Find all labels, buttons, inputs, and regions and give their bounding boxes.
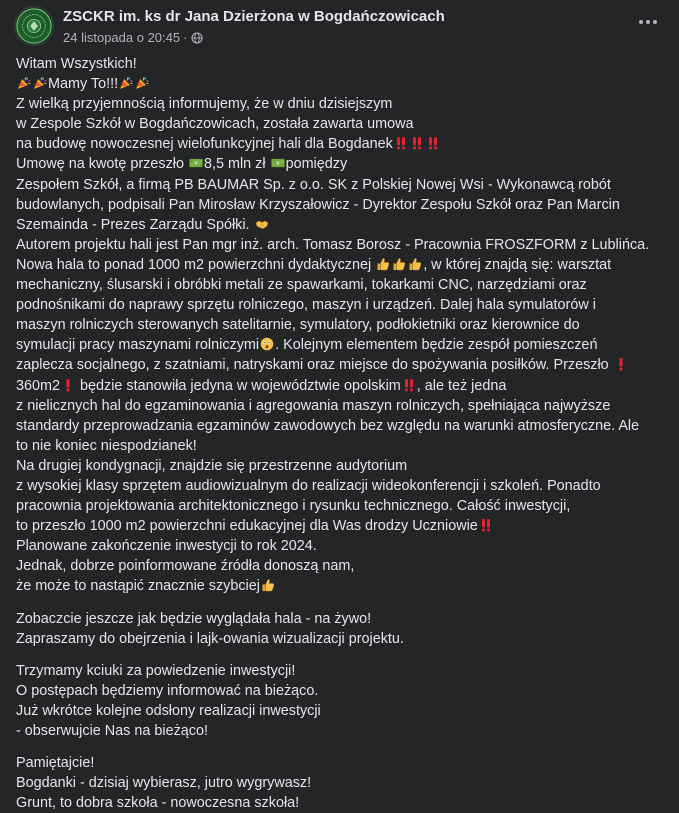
post-line [16, 94, 664, 114]
more-options-button[interactable] [632, 10, 664, 34]
post-line [16, 114, 664, 134]
astonished-face-icon [260, 337, 274, 351]
post-text: to nie koniec niespodzianek! [16, 437, 197, 454]
post-text: Mamy To!!! [48, 76, 119, 93]
post-line [16, 315, 664, 335]
post-timestamp[interactable]: 24 listopada o 20:45 [63, 30, 181, 45]
post-line [16, 436, 664, 456]
money-banknote-icon [271, 156, 285, 170]
post-line [16, 235, 664, 255]
party-popper-icon [135, 76, 149, 90]
post-text: mechaniczny, ślusarski i obróbki metali ze spawarkami, tokarkami CNC, narzędziami oraz [16, 277, 587, 294]
thumbs-up-icon [392, 257, 406, 271]
post-line [16, 476, 664, 496]
post-text: . Kolejnym elementem będzie zespół pomieszczeń [275, 337, 598, 354]
school-logo-icon [15, 7, 53, 45]
post-line [16, 609, 664, 629]
post-line [16, 753, 664, 773]
post-text: że może to nastąpić znacznie szybciej [16, 578, 260, 595]
post-line [16, 516, 664, 536]
post-text: z nielicznych hal do egzaminowania i agregowania maszyn rolniczych, spełniająca najwyższe [16, 397, 611, 414]
post-text: - obserwujcie Nas na bieżąco! [16, 723, 208, 739]
post-text: Planowane zakończenie inwestycji to rok 2024. [16, 538, 317, 555]
post-text: Grunt, to dobra szkoła - nowoczesna szkoła! [16, 795, 300, 812]
post-paragraph [16, 54, 664, 597]
post-line [16, 773, 664, 793]
post-text: Pamiętajcie! [16, 755, 95, 772]
post-text: będzie stanowiła jedyna w województwie opolskim [76, 377, 401, 394]
post-text: Zespołem Szkół, a firmą PB BAUMAR Sp. z o.o. SK z Polskiej Nowej Wsi - Wykonawcą robót [16, 176, 611, 193]
post-line [16, 215, 664, 235]
globe-icon[interactable] [191, 32, 203, 44]
post-text: Szemainda - Prezes Zarządu Spółki. [16, 216, 254, 233]
double-exclamation-icon [479, 518, 493, 532]
post-text: Zapraszamy do obejrzenia i lajk-owania wizualizacji projektu. [16, 630, 404, 647]
post-line [16, 416, 664, 436]
exclamation-icon [61, 378, 75, 392]
post-line [16, 629, 664, 649]
double-exclamation-icon [410, 136, 424, 150]
thumbs-up-icon [408, 257, 422, 271]
post-line [16, 536, 664, 556]
post-line [16, 195, 664, 215]
post-line [16, 793, 664, 813]
post-text: , w której znajdą się: warsztat [423, 256, 612, 273]
post-line [16, 681, 664, 701]
party-popper-icon [17, 76, 31, 90]
post-line [16, 295, 664, 315]
post-line [16, 556, 664, 576]
post-paragraph [16, 661, 664, 741]
more-options-icon [639, 20, 643, 24]
post-header [14, 6, 664, 50]
post-line [16, 396, 664, 416]
thumbs-up-icon [261, 578, 275, 592]
post-text: Na drugiej kondygnacji, znajdzie się przestrzenne audytorium [16, 457, 408, 474]
post-paragraph [16, 753, 664, 813]
post-text: podnośnikami do naprawy sprzętu rolniczego, maszyn i urządzeń. Dalej hala symulatorów i [16, 297, 596, 314]
post-text: w Zespole Szkół w Bogdańczowicach, została zawarta umowa [16, 116, 414, 133]
post-text: Bogdanki - dzisiaj wybierasz, jutro wygrywasz! [16, 775, 312, 792]
post-text: pracownia projektowania architektonicznego i rysunku technicznego. Całość inwestycji, [16, 498, 571, 515]
post-meta [63, 30, 203, 45]
page-name[interactable]: ZSCKR im. ks dr Jana Dzierżona w Bogdańczowicach [63, 8, 445, 25]
meta-separator: · [183, 30, 188, 45]
post-text: standardy przeprowadzania egzaminów zawodowych bez względu na warunki atmosferyczne. Ale [16, 417, 640, 434]
double-exclamation-icon [394, 136, 408, 150]
post-text: , ale też jedna [416, 377, 507, 394]
post-line [16, 134, 664, 154]
post-line [16, 456, 664, 476]
handshake-icon [255, 217, 269, 231]
post-text: Z wielką przyjemnością informujemy, że w dniu dzisiejszym [16, 96, 393, 113]
post-line [16, 576, 664, 596]
post-paragraph [16, 609, 664, 649]
post-text: Autorem projektu hali jest Pan mgr inż. arch. Tomasz Borosz - Pracownia FROSZFORM z Lublińca. [16, 236, 650, 253]
post-text: pomiędzy [285, 156, 348, 173]
post-text: Umowę na kwotę przeszło [16, 156, 188, 173]
avatar[interactable] [14, 6, 54, 46]
money-banknote-icon [189, 156, 203, 170]
exclamation-icon [614, 357, 628, 371]
post-body [16, 54, 664, 813]
post-text: 8,5 mln zł [203, 156, 270, 173]
post-line [16, 74, 664, 94]
post-line [16, 175, 664, 195]
post-line [16, 275, 664, 295]
post-text: z wysokiej klasy sprzętem audiowizualnym do realizacji wideokonferencji i szkoleń. Ponadto [16, 477, 601, 494]
post-line [16, 255, 664, 275]
thumbs-up-icon [376, 257, 390, 271]
post-line [16, 154, 664, 174]
post-line [16, 376, 664, 396]
post-line [16, 54, 664, 74]
party-popper-icon [119, 76, 133, 90]
party-popper-icon [33, 76, 47, 90]
post-text: maszyn rolniczych sterowanych satelitarnie, symulatory, podłokietniki oraz kierownice do [16, 317, 580, 334]
post-line [16, 721, 664, 741]
post-line [16, 496, 664, 516]
post-text: Nowa hala to ponad 1000 m2 powierzchni dydaktycznej [16, 256, 376, 273]
post-text: Już wkrótce kolejne odsłony realizacji inwestycji [16, 702, 321, 719]
post-text: symulacji pracy maszynami rolniczymi [16, 337, 260, 354]
post-text: Zobaczcie jeszcze jak będzie wyglądała hala - na żywo! [16, 610, 372, 627]
post-text: 360m2 [16, 377, 61, 394]
post-line [16, 355, 664, 375]
post-text: Witam Wszystkich! [16, 56, 137, 72]
double-exclamation-icon [402, 378, 416, 392]
post-text: zaplecza socjalnego, z szatniami, natryskami oraz miejsce do spożywania posiłków. Przeszło [16, 357, 613, 374]
post-line [16, 661, 664, 681]
post-text: to przeszło 1000 m2 powierzchni edukacyjnej dla Was drodzy Uczniowie [16, 518, 478, 535]
post-text: O postępach będziemy informować na bieżąco. [16, 682, 319, 699]
post-line [16, 335, 664, 355]
post-text: Trzymamy kciuki za powiedzenie inwestycji! [16, 662, 296, 679]
post-text: budowlanych, podpisali Pan Mirosław Krzyszałowicz - Dyrektor Zespołu Szkół oraz Pan Marcin [16, 196, 620, 213]
post-text: Jednak, dobrze poinformowane źródła donoszą nam, [16, 558, 355, 575]
double-exclamation-icon [426, 136, 440, 150]
post-line [16, 701, 664, 721]
post-text: na budowę nowoczesnej wielofunkcyjnej hali dla Bogdanek [16, 136, 393, 153]
